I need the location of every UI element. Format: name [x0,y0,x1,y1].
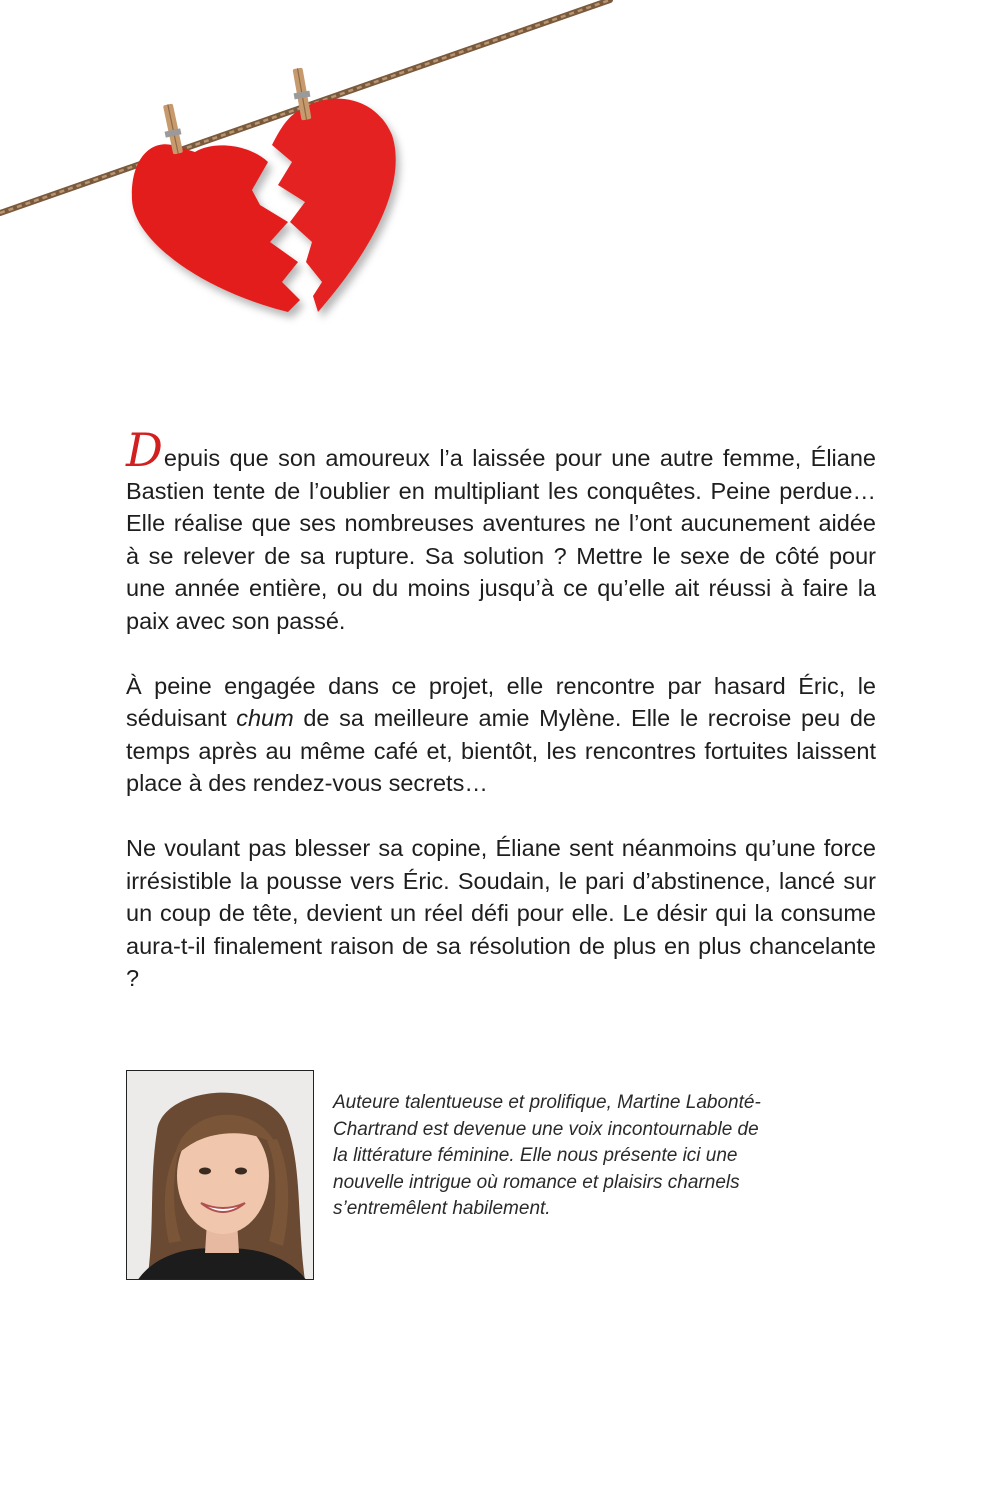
drop-cap: D [126,423,163,477]
summary-italic-word: chum [236,705,294,732]
heart-left-half [132,144,300,312]
summary-paragraph-1 [126,423,876,638]
author-portrait-icon [127,1071,314,1280]
summary-paragraph-2 [126,670,876,800]
summary-paragraph-2-text-b: de sa meilleure amie Mylène. Elle le recroise peu de temps après au même café et, bientôt, les rencontres fortuites laissent place à des rendez-vous secrets… [126,705,876,797]
author-bio: Auteure talentueuse et prolifique, Martine Labonté-Chartrand est devenue une voix incontournable de la littérature féminine. Elle nous présente ici une nouvelle intrigue où romance et plaisirs charnels s’entremêlent habilement. [333,1092,761,1219]
summary-paragraph-2-text-a: À peine engagée dans ce projet, elle rencontre par hasard Éric, le séduisant [126,672,876,732]
summary-paragraph-3: Ne voulant pas blesser sa copine, Éliane sent néanmoins qu’une force irrésistible la pousse vers Éric. Soudain, le pari d’abstinence, lancé sur un coup de tête, devient un réel défi pour elle. Le désir qui la consume aura-t-il finalement raison de sa résolution de plus en plus chancelante ? [126,834,876,992]
heart-right-half [272,99,396,312]
summary-paragraph-1-text: epuis que son amoureux l’a laissée pour une autre femme, Éliane Bastien tente de l’oublier en multipliant les conquêtes. Peine perdue… Elle réalise que ses nombreuses aventures ne l’ont aucunement aidée à se relever de sa rupture. Sa solution ? Mettre le sexe de côté pour une année entière, ou du moins jusqu’à ce qu’elle ait réussi à faire la paix avec son passé. [126,445,876,634]
summary-text [126,423,876,1027]
broken-heart-illustration [0,0,620,350]
author-photo [126,1070,314,1280]
